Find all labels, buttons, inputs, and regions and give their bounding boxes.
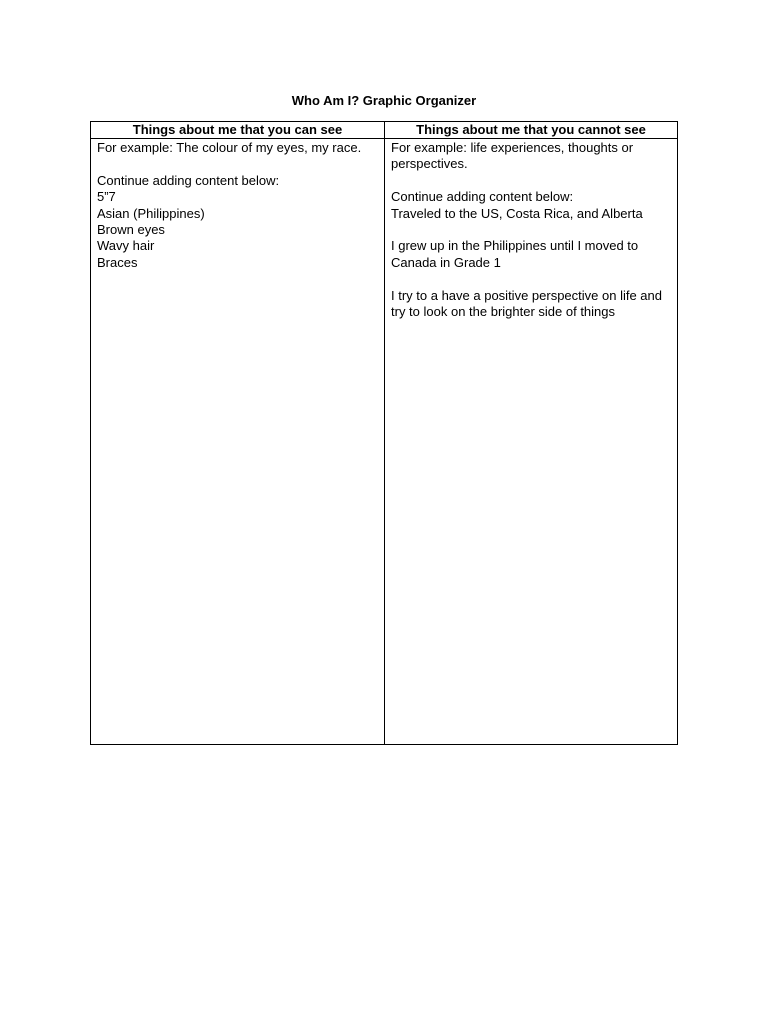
entry-line: I grew up in the Philippines until I moved to Canada in Grade 1 bbox=[391, 238, 642, 270]
column-body-hidden bbox=[385, 139, 677, 320]
column-visible-traits bbox=[91, 122, 385, 744]
entry-line: Traveled to the US, Costa Rica, and Alberta bbox=[391, 205, 643, 221]
entry-line: 5”7 bbox=[97, 189, 116, 205]
spacer bbox=[391, 173, 671, 189]
example-text: For example: The colour of my eyes, my race. bbox=[97, 140, 362, 155]
example-text: For example: life experiences, thoughts or perspectives. bbox=[391, 140, 637, 172]
entry-line: I try to a have a positive perspective on life and try to look on the brighter side of things bbox=[391, 287, 666, 320]
graphic-organizer-table bbox=[90, 121, 678, 745]
spacer bbox=[391, 271, 671, 287]
prompt-text: Continue adding content below: bbox=[391, 189, 574, 205]
spacer bbox=[391, 222, 671, 238]
entry-line: Braces bbox=[97, 254, 138, 270]
page-title: Who Am I? Graphic Organizer bbox=[291, 93, 477, 108]
spacer bbox=[97, 156, 378, 172]
column-hidden-traits bbox=[385, 122, 677, 744]
entry-line: Wavy hair bbox=[97, 238, 155, 254]
column-body-visible bbox=[91, 139, 384, 271]
column-header-hidden: Things about me that you cannot see bbox=[385, 122, 677, 139]
column-header-visible: Things about me that you can see bbox=[91, 122, 384, 139]
entry-line: Asian (Philippines) bbox=[97, 205, 205, 221]
entry-line: Brown eyes bbox=[97, 222, 165, 238]
prompt-text: Continue adding content below: bbox=[97, 172, 280, 188]
